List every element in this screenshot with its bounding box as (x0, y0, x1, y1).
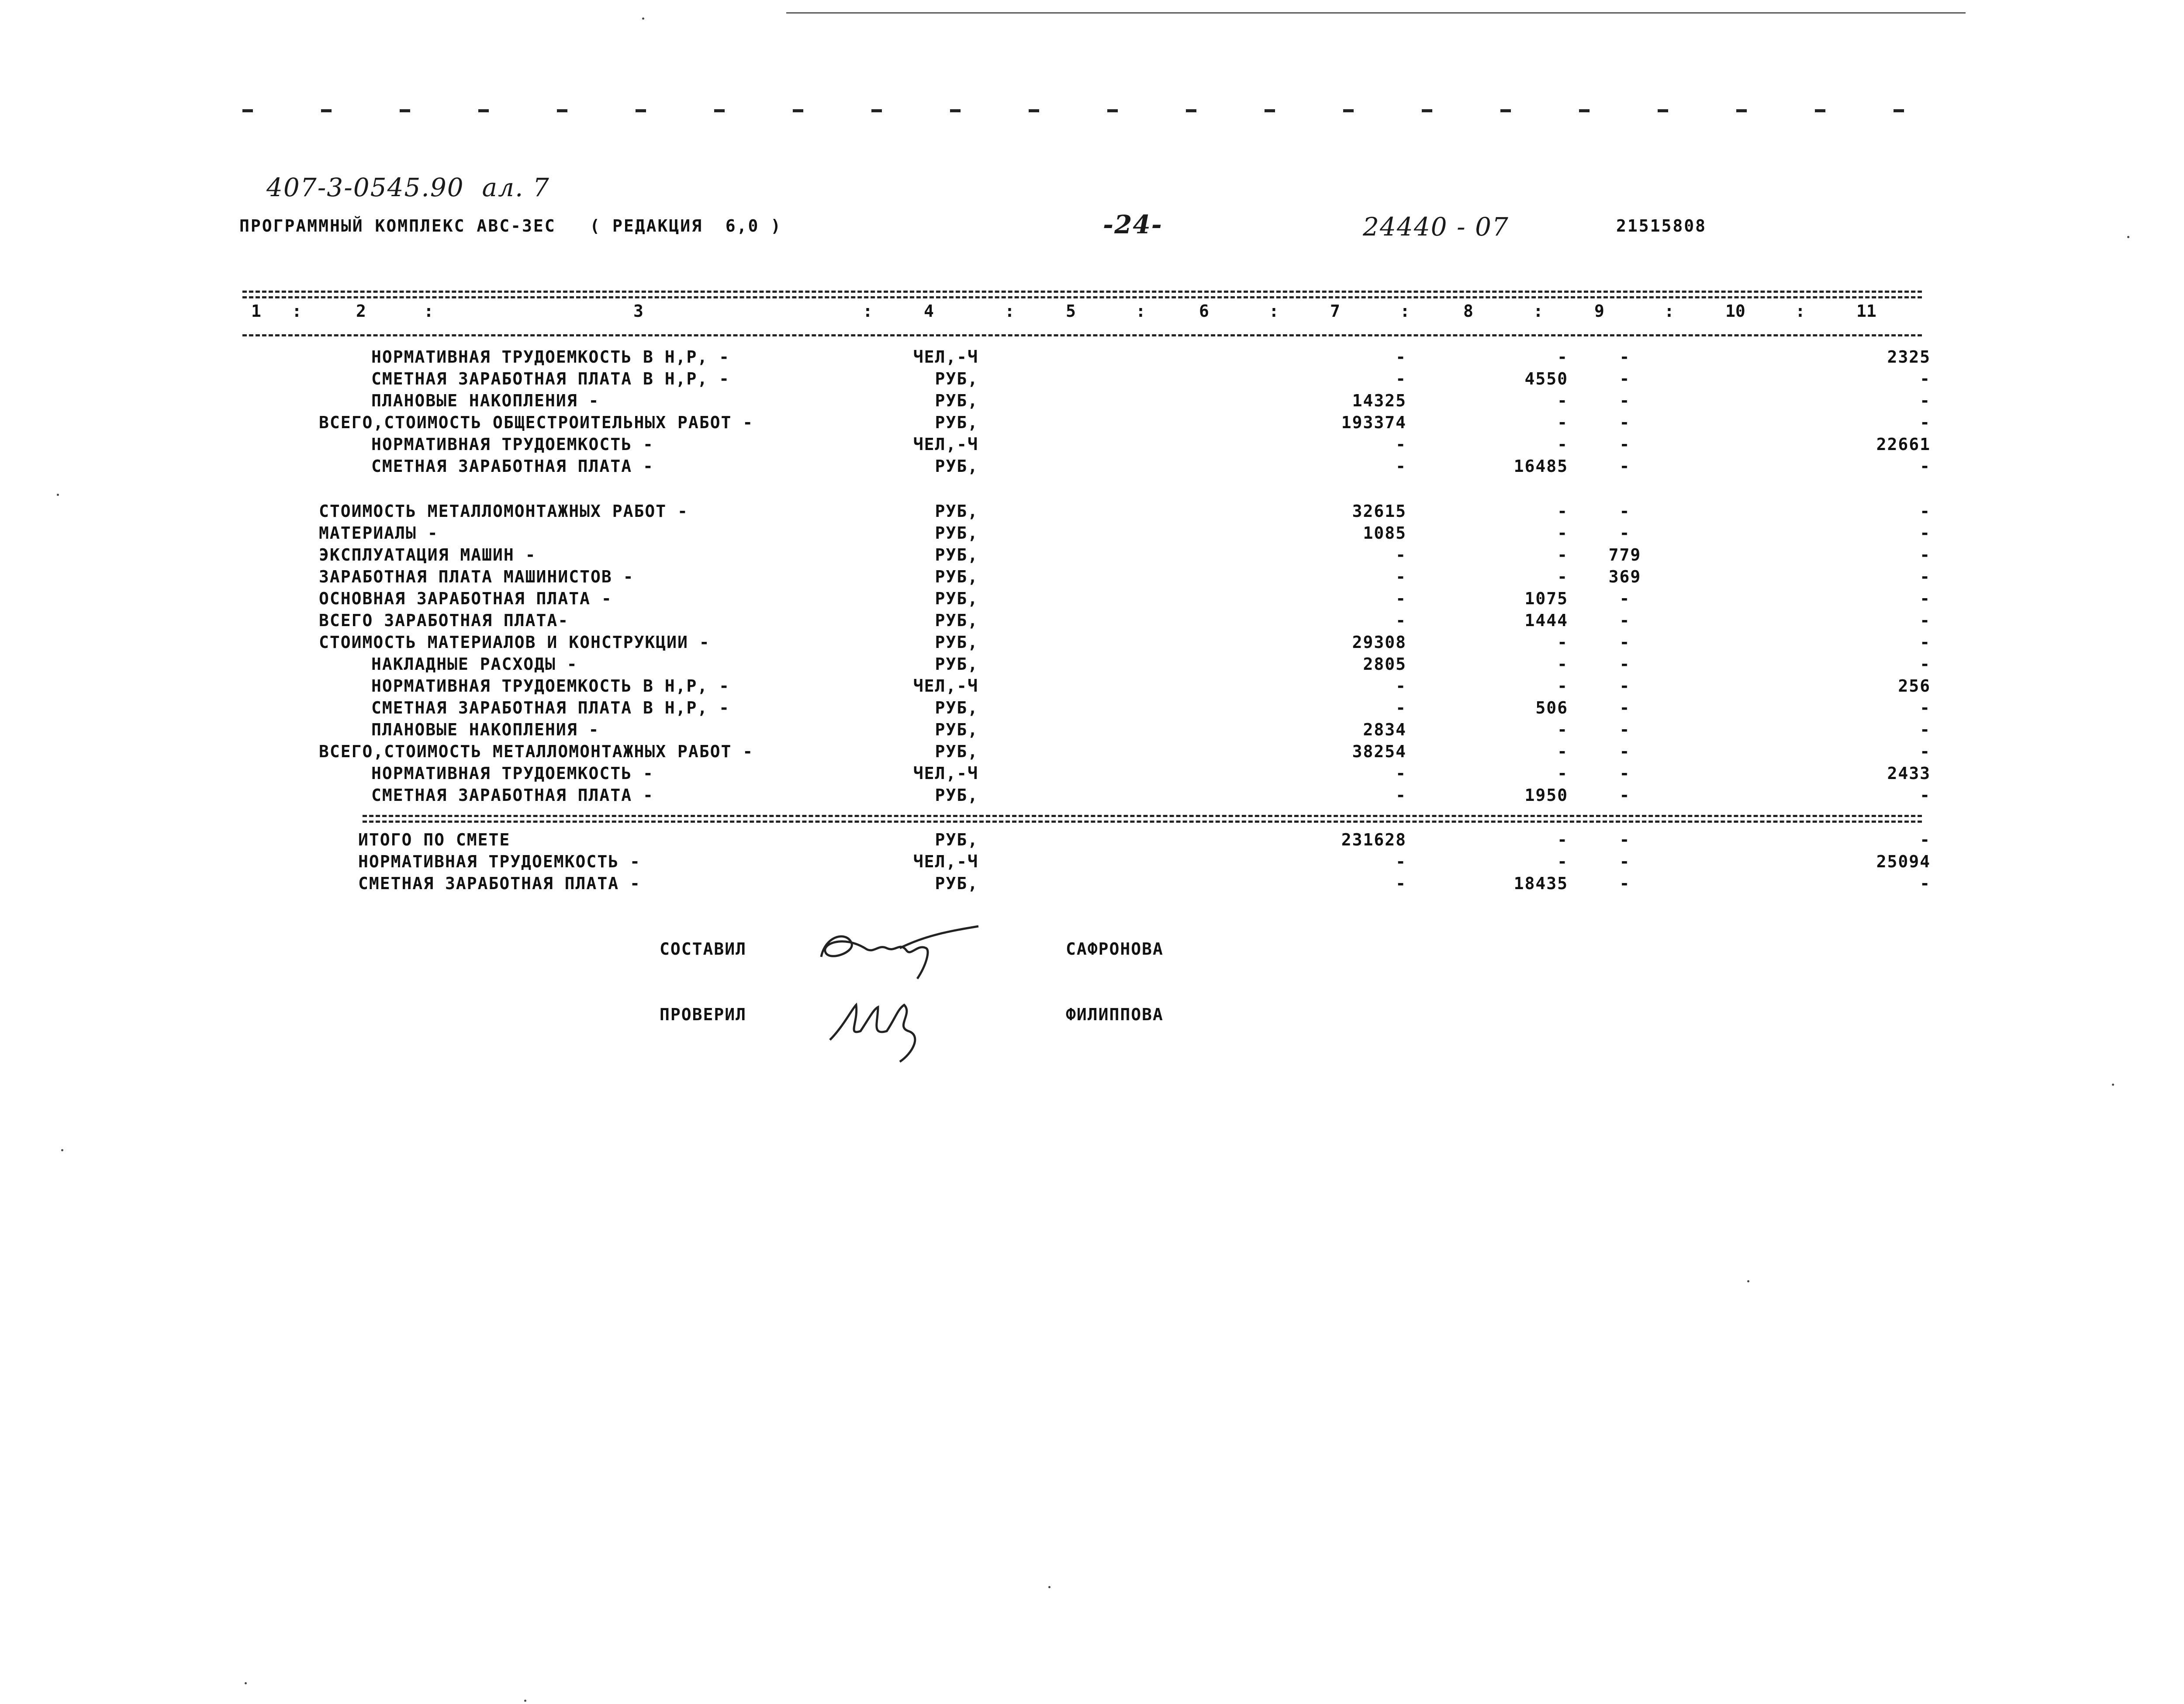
scan-speck (2127, 236, 2129, 238)
table-cell: 5 (1066, 301, 1076, 321)
table-cell: - (1396, 369, 1406, 388)
table-cell: РУБ, (935, 698, 978, 717)
scan-speck (2112, 1084, 2114, 1086)
table-cell: - (1396, 764, 1406, 783)
top-dash-row (0, 109, 2184, 118)
table-cell: 779 (1608, 545, 1641, 565)
table-cell: - (1396, 435, 1406, 454)
table-cell: СТОИМОСТЬ МЕТАЛЛОМОНТАЖНЫХ РАБОТ - (319, 502, 688, 521)
table-cell: НОРМАТИВНАЯ ТРУДОЕМКОСТЬ - (371, 435, 654, 454)
table-cell: 2 (356, 301, 366, 321)
table-cell: НОРМАТИВНАЯ ТРУДОЕМКОСТЬ - (358, 852, 641, 871)
table-cell: ЗАРАБОТНАЯ ПЛАТА МАШИНИСТОВ - (319, 567, 634, 586)
table-cell: 1 (251, 301, 261, 321)
table-cell: 29308 (1352, 633, 1406, 652)
table-cell: - (1920, 413, 1931, 432)
table-cell: - (1619, 413, 1631, 432)
composed-by-label: СОСТАВИЛ (660, 939, 747, 959)
checked-by-label: ПРОВЕРИЛ (660, 1005, 747, 1024)
table-cell: ПЛАНОВЫЕ НАКОПЛЕНИЯ - (371, 720, 600, 739)
table-cell: - (1557, 413, 1568, 432)
table-cell: - (1920, 786, 1931, 805)
table-cell: СМЕТНАЯ ЗАРАБОТНАЯ ПЛАТА В Н,Р, - (371, 369, 730, 388)
table-cell: РУБ, (935, 523, 978, 543)
table-cell: РУБ, (935, 457, 978, 476)
table-cell: ЧЕЛ,-Ч (913, 435, 978, 454)
table-cell: - (1557, 720, 1568, 739)
table-cell: РУБ, (935, 502, 978, 521)
table-cell: - (1619, 698, 1631, 717)
table-cell: ПЛАНОВЫЕ НАКОПЛЕНИЯ - (371, 391, 600, 410)
table-cell: - (1557, 852, 1568, 871)
table-top-rule-2 (242, 296, 1922, 298)
table-cell: ВСЕГО,СТОИМОСТЬ МЕТАЛЛОМОНТАЖНЫХ РАБОТ - (319, 742, 754, 761)
table-cell: 11 (1856, 301, 1876, 321)
table-cell: 8 (1463, 301, 1473, 321)
table-cell: - (1557, 391, 1568, 410)
table-cell: - (1920, 742, 1931, 761)
table-cell: НАКЛАДНЫЕ РАСХОДЫ - (371, 655, 578, 674)
table-cell: - (1619, 676, 1631, 696)
table-cell: 4550 (1524, 369, 1568, 388)
table-cell: 38254 (1352, 742, 1406, 761)
table-cell: - (1619, 502, 1631, 521)
table-cell: 10 (1725, 301, 1745, 321)
totals-rule-2 (363, 821, 1922, 823)
table-cell: 1075 (1524, 589, 1568, 608)
table-cell: - (1920, 874, 1931, 893)
row-unit: ЧЕЛ,-Ч (913, 347, 978, 367)
table-cell: - (1619, 611, 1631, 630)
signature-2-image (821, 987, 961, 1066)
scan-speck (57, 494, 59, 496)
table-cell: - (1557, 676, 1568, 696)
table-cell: СМЕТНАЯ ЗАРАБОТНАЯ ПЛАТА - (371, 457, 654, 476)
table-cell: - (1396, 545, 1406, 565)
table-cell: РУБ, (935, 720, 978, 739)
table-cell: - (1396, 347, 1406, 367)
table-cell: - (1396, 589, 1406, 608)
table-cell: 256 (1898, 676, 1931, 696)
checked-by-name: ФИЛИППОВА (1066, 1005, 1164, 1024)
scan-speck (524, 1700, 526, 1702)
table-cell: - (1619, 655, 1631, 674)
table-cell: РУБ, (935, 567, 978, 586)
table-cell: СМЕТНАЯ ЗАРАБОТНАЯ ПЛАТА - (371, 786, 654, 805)
table-cell: МАТЕРИАЛЫ - (319, 523, 439, 543)
table-cell: РУБ, (935, 369, 978, 388)
signature-1-image (812, 918, 996, 987)
table-cell: - (1557, 567, 1568, 586)
table-cell: РУБ, (935, 786, 978, 805)
table-cell: 193374 (1341, 413, 1406, 432)
composed-by-name: САФРОНОВА (1066, 939, 1164, 959)
table-cell: РУБ, (935, 391, 978, 410)
handwritten-object-code: 24440 - 07 (1363, 212, 1509, 242)
table-cell: - (1920, 567, 1931, 586)
table-cell: - (1557, 633, 1568, 652)
table-cell: РУБ, (935, 874, 978, 893)
table-cell: 1085 (1363, 523, 1406, 543)
table-cell: 369 (1608, 567, 1641, 586)
table-cell: - (1619, 874, 1631, 893)
row-text: НОРМАТИВНАЯ ТРУДОЕМКОСТЬ В Н,Р, - (371, 347, 730, 367)
table-cell: 4 (924, 301, 934, 321)
table-cell: - (1396, 676, 1406, 696)
table-cell: - (1920, 391, 1931, 410)
page-number: -24- (1103, 210, 1163, 239)
table-cell: - (1619, 742, 1631, 761)
table-cell: РУБ, (935, 655, 978, 674)
table-cell: 32615 (1352, 502, 1406, 521)
top-scan-line (786, 12, 1966, 14)
table-cell: - (1619, 764, 1631, 783)
table-cell: 231628 (1341, 830, 1406, 849)
table-cell: - (1619, 369, 1631, 388)
table-cell: ИТОГО ПО СМЕТЕ (358, 830, 511, 849)
table-cell: 506 (1535, 698, 1568, 717)
table-cell: - (1557, 742, 1568, 761)
table-cell: - (1396, 852, 1406, 871)
table-cell: - (1619, 852, 1631, 871)
table-cell: - (1920, 655, 1931, 674)
table-cell: 2834 (1363, 720, 1406, 739)
table-cell: - (1920, 611, 1931, 630)
table-cell: - (1619, 347, 1631, 367)
table-cell: 22661 (1876, 435, 1931, 454)
table-cell: - (1619, 830, 1631, 849)
program-title: ПРОГРАММНЫЙ КОМПЛЕКС АВС-3ЕС ( РЕДАКЦИЯ 6,0 ) (239, 216, 782, 236)
table-cell: РУБ, (935, 611, 978, 630)
table-cell: 2433 (1887, 764, 1931, 783)
table-cell: 2805 (1363, 655, 1406, 674)
table-cell: РУБ, (935, 633, 978, 652)
table-cell: - (1619, 589, 1631, 608)
scan-speck (245, 1682, 247, 1684)
table-cell: - (1619, 720, 1631, 739)
scan-speck (642, 17, 644, 20)
table-cell: РУБ, (935, 742, 978, 761)
table-cell: - (1396, 698, 1406, 717)
totals-rule (363, 815, 1922, 817)
table-cell: - (1619, 786, 1631, 805)
table-cell: 1444 (1524, 611, 1568, 630)
table-cell: - (1619, 391, 1631, 410)
table-cell: 2325 (1887, 347, 1931, 367)
table-cell: 3 (633, 301, 643, 321)
table-cell: НОРМАТИВНАЯ ТРУДОЕМКОСТЬ В Н,Р, - (371, 676, 730, 696)
table-cell: ОСНОВНАЯ ЗАРАБОТНАЯ ПЛАТА - (319, 589, 612, 608)
table-cell: - (1557, 830, 1568, 849)
table-cell: - (1619, 435, 1631, 454)
table-cell: - (1396, 874, 1406, 893)
table-cell: - (1396, 611, 1406, 630)
scan-speck (1747, 1280, 1749, 1282)
table-cell: 9 (1594, 301, 1604, 321)
table-cell: РУБ, (935, 545, 978, 565)
table-cell: - (1619, 523, 1631, 543)
table-cell: 25094 (1876, 852, 1931, 871)
scan-speck (1048, 1586, 1051, 1588)
table-header-rule (242, 334, 1922, 336)
table-cell: - (1557, 502, 1568, 521)
table-cell: - (1557, 545, 1568, 565)
table-cell: ЭКСПЛУАТАЦИЯ МАШИН - (319, 545, 536, 565)
table-cell: - (1920, 523, 1931, 543)
table-cell: ЧЕЛ,-Ч (913, 852, 978, 871)
table-cell: НОРМАТИВНАЯ ТРУДОЕМКОСТЬ - (371, 764, 654, 783)
table-cell: РУБ, (935, 589, 978, 608)
table-cell: - (1920, 369, 1931, 388)
table-cell: - (1920, 502, 1931, 521)
table-cell: - (1619, 457, 1631, 476)
scan-speck (61, 1149, 63, 1151)
id-code: 21515808 (1616, 216, 1707, 236)
table-cell: 1950 (1524, 786, 1568, 805)
table-cell: - (1920, 457, 1931, 476)
table-cell: - (1619, 633, 1631, 652)
table-cell: СМЕТНАЯ ЗАРАБОТНАЯ ПЛАТА В Н,Р, - (371, 698, 730, 717)
table-cell: - (1920, 545, 1931, 565)
table-cell: - (1396, 567, 1406, 586)
table-cell: ЧЕЛ,-Ч (913, 764, 978, 783)
table-cell: ВСЕГО,СТОИМОСТЬ ОБЩЕСТРОИТЕЛЬНЫХ РАБОТ - (319, 413, 754, 432)
table-cell: ЧЕЛ,-Ч (913, 676, 978, 696)
table-cell: - (1557, 655, 1568, 674)
table-cell: - (1557, 347, 1568, 367)
table-cell: - (1920, 830, 1931, 849)
table-cell: - (1920, 589, 1931, 608)
table-cell: РУБ, (935, 413, 978, 432)
table-cell: 18435 (1514, 874, 1568, 893)
table-cell: 14325 (1352, 391, 1406, 410)
table-cell: - (1920, 720, 1931, 739)
table-cell: ВСЕГО ЗАРАБОТНАЯ ПЛАТА- (319, 611, 569, 630)
table-cell: СМЕТНАЯ ЗАРАБОТНАЯ ПЛАТА - (358, 874, 641, 893)
table-cell: - (1920, 698, 1931, 717)
table-cell: - (1920, 633, 1931, 652)
table-cell: 7 (1330, 301, 1340, 321)
table-cell: - (1557, 523, 1568, 543)
table-cell: СТОИМОСТЬ МАТЕРИАЛОВ И КОНСТРУКЦИИ - (319, 633, 710, 652)
table-cell: - (1557, 435, 1568, 454)
table-cell: - (1396, 457, 1406, 476)
table-cell: - (1396, 786, 1406, 805)
table-cell: РУБ, (935, 830, 978, 849)
table-cell: 16485 (1514, 457, 1568, 476)
table-cell: - (1557, 764, 1568, 783)
handwritten-doc-number: 407-3-0545.90 ал. 7 (266, 173, 550, 202)
table-cell: 6 (1199, 301, 1209, 321)
table-top-rule (242, 291, 1922, 293)
